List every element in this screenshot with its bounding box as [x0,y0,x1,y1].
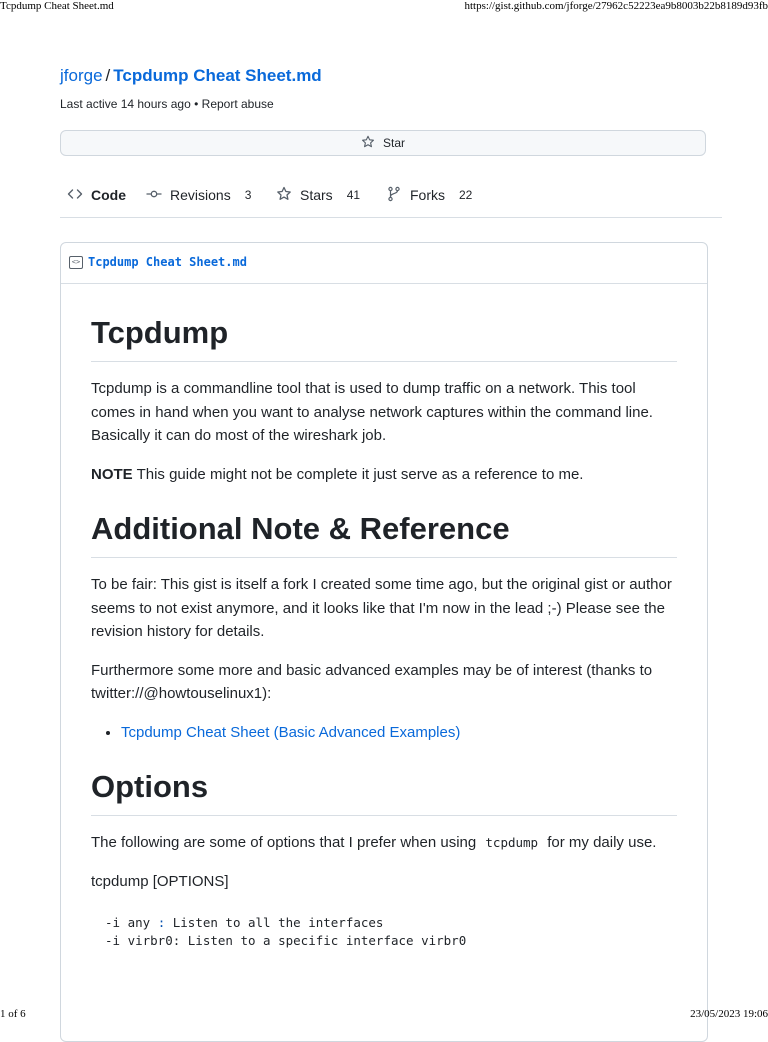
examples-paragraph: Furthermore some more and basic advanced examples may be of interest (thanks to twitter://@howtouselinux1): [91,659,677,706]
code-icon [67,186,83,205]
heading-additional-note: Additional Note & Reference [91,509,677,558]
tab-forks[interactable] [386,180,472,210]
stars-count: 41 [347,188,360,202]
note-text: This guide might not be complete it just serve as a reference to me. [133,466,584,483]
options-paragraph [91,831,677,855]
revisions-count: 3 [245,188,252,202]
star-icon [276,186,292,205]
tab-stars[interactable] [276,180,360,210]
code-line-2: -i virbr0: Listen to a specific interface virbr0 [105,933,466,948]
heading-tcpdump: Tcpdump [91,313,677,362]
fork-icon [386,186,402,205]
report-abuse-link[interactable]: Report abuse [202,97,274,111]
note-label: NOTE [91,466,133,483]
heading-options: Options [91,767,677,816]
owner-link[interactable]: jforge [60,66,103,85]
options-text-before: The following are some of options that I prefer when using [91,834,480,851]
note-paragraph [91,463,677,487]
gist-meta [60,97,274,111]
fairness-paragraph: To be fair: This gist is itself a fork I created some time ago, but the original gist or author seems to not exist anymore, and it looks like that I'm now in the lead ;-) Please see the revision history for details. [91,573,677,644]
tab-revisions[interactable] [146,180,251,210]
print-header-url: https://gist.github.com/jforge/27962c52223ea9b8003b22b8189d93fb [465,0,768,12]
tab-forks-label: Forks [410,187,445,203]
reference-list [91,721,677,744]
last-active-text: Last active 14 hours ago [60,97,191,111]
code-line-1: -i any : Listen to all the interfaces [105,915,383,930]
file-header [61,243,707,284]
print-datetime: 23/05/2023 19:06 [690,1008,768,1020]
cheat-sheet-link[interactable]: Tcpdump Cheat Sheet (Basic Advanced Examples) [121,724,460,741]
star-icon [361,135,375,152]
tab-revisions-label: Revisions [170,187,231,203]
tab-stars-label: Stars [300,187,333,203]
list-item [121,721,677,744]
commit-icon [146,186,162,205]
print-footer [0,1008,768,1024]
intro-paragraph: Tcpdump is a commandline tool that is used to dump traffic on a network. This tool comes in hand when you want to analyse network captures within the command line. Basically it can do most of the wireshark job. [91,377,677,448]
print-header [0,0,768,16]
tab-code[interactable] [67,180,126,210]
forks-count: 22 [459,188,472,202]
inline-code-tcpdump: tcpdump [480,835,543,850]
code-block [91,914,677,951]
print-header-title: Tcpdump Cheat Sheet.md [0,0,114,12]
file-name-link[interactable]: Tcpdump Cheat Sheet.md [88,255,247,269]
tab-code-label: Code [91,187,126,203]
code-file-icon: <> [69,256,83,269]
meta-bullet: • [194,97,198,111]
star-button[interactable] [60,130,706,156]
markdown-body [91,313,677,951]
options-text-after: for my daily use. [543,834,656,851]
breadcrumb-separator: / [106,66,111,85]
star-button-label: Star [383,136,405,150]
gist-title-link[interactable]: Tcpdump Cheat Sheet.md [113,66,321,85]
gist-tabs [60,180,722,218]
file-container [60,242,708,1042]
breadcrumb [60,64,322,88]
usage-paragraph: tcpdump [OPTIONS] [91,870,677,894]
page-number: 1 of 6 [0,1008,26,1020]
